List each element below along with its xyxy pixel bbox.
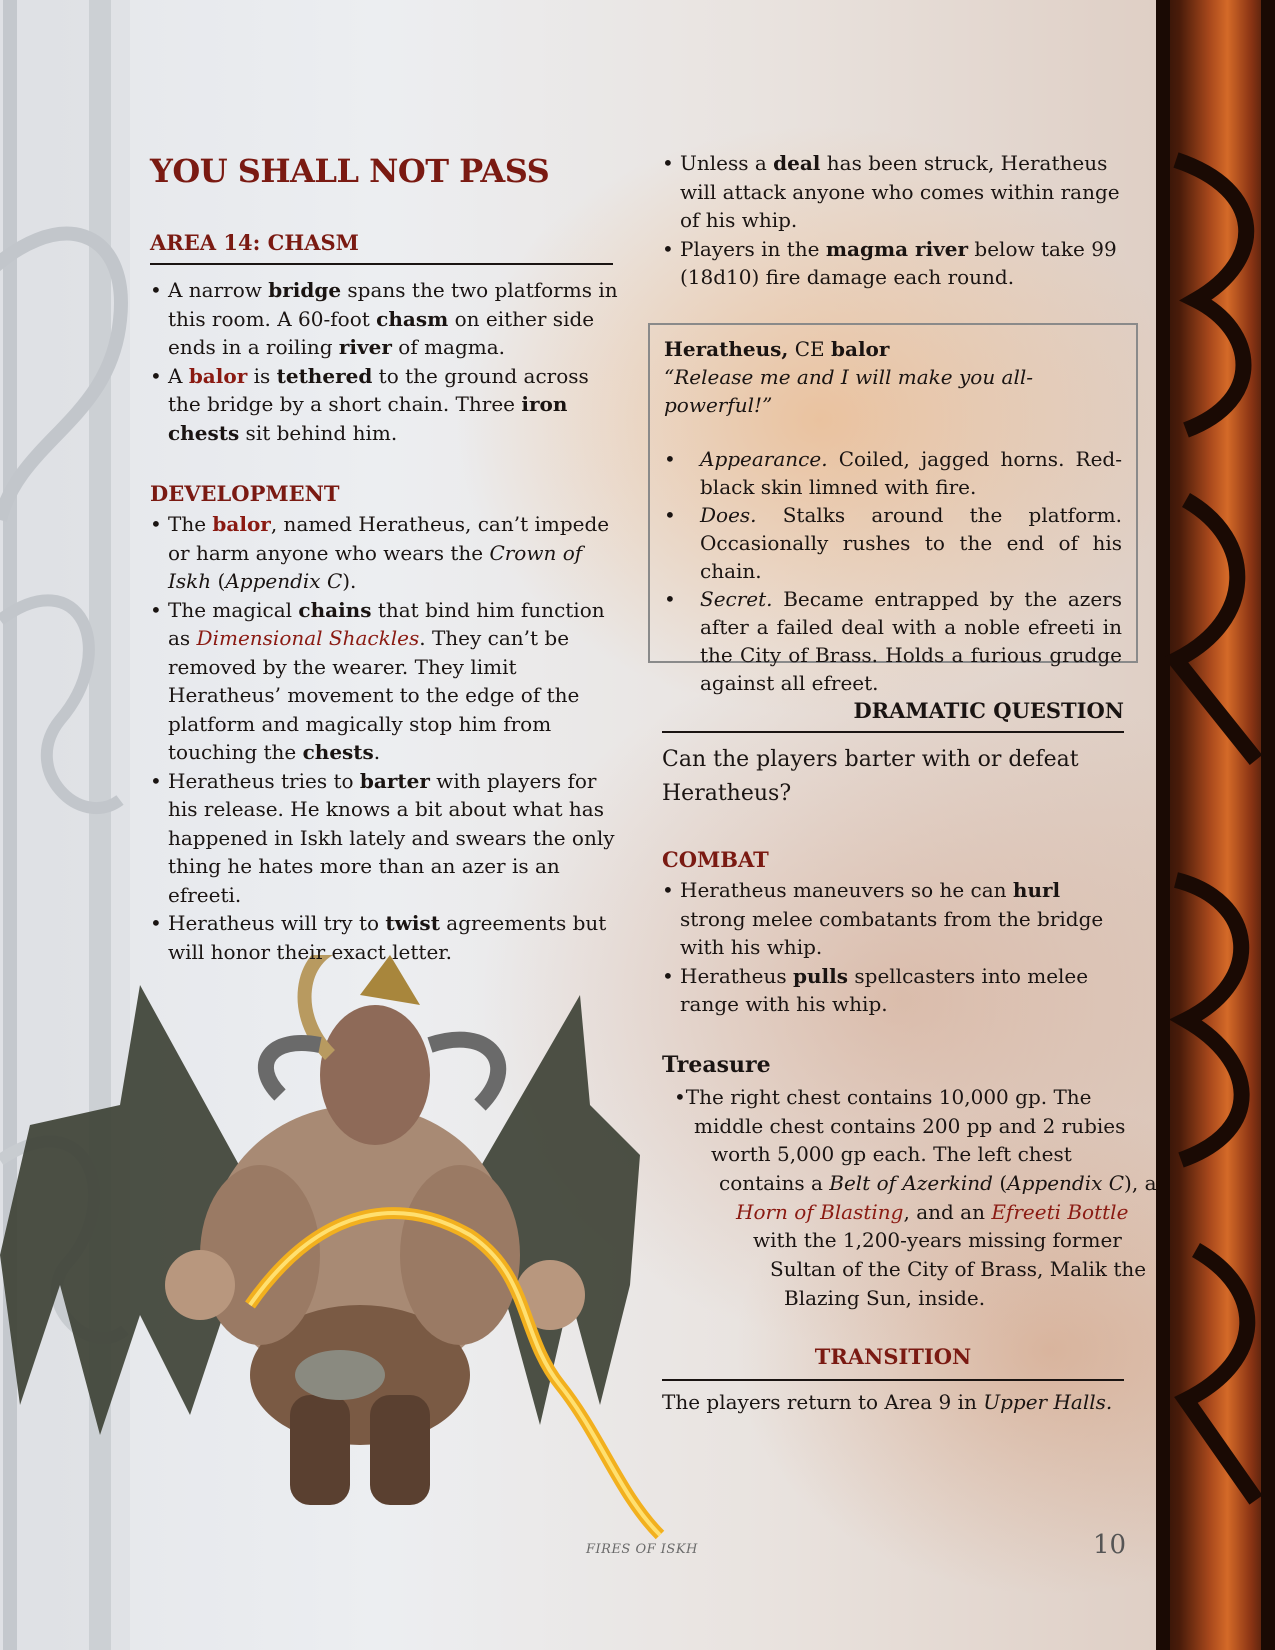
dramatic-question-heading: DRAMATIC QUESTION [662, 698, 1124, 733]
list-item: • A narrow bridge spans the two platforms in this room. A 60-foot chasm on either side ends in a roiling river of magma. [150, 276, 620, 362]
treasure-line: worth 5,000 gp each. The left chest [711, 1142, 1072, 1166]
list-item: • Appearance. Coiled, jagged horns. Red-black skin limned with fire. [664, 445, 1122, 501]
treasure-line: middle chest contains 200 pp and 2 rubies [694, 1114, 1126, 1138]
efreeti-bottle-link[interactable]: Efreeti Bottle [991, 1200, 1129, 1224]
area-heading: AREA 14: CHASM [150, 230, 613, 265]
combat-bullets [662, 876, 1122, 1019]
right-border [1156, 0, 1275, 1650]
dramatic-question-text: Can the players barter with or defeat Heratheus? [662, 747, 1079, 806]
horn-of-blasting-link[interactable]: Horn of Blasting [736, 1200, 904, 1224]
list-item: • Players in the magma river below take 99 (18d10) fire damage each round. [662, 235, 1132, 292]
statblock-traits [664, 445, 1122, 697]
development-heading: DEVELOPMENT [150, 481, 340, 506]
treasure-line: contains a Belt of Azerkind (Appendix C), a [719, 1171, 1157, 1195]
list-item: • Heratheus pulls spellcasters into melee range with his whip. [662, 962, 1122, 1019]
treasure-line: Blazing Sun, inside. [784, 1286, 986, 1310]
dimensional-shackles-link[interactable]: Dimensional Shackles [196, 626, 420, 650]
area-bullets [150, 276, 620, 447]
list-item: • Unless a deal has been struck, Heratheus will attack anyone who comes within range of his whip. [662, 149, 1132, 235]
list-item: • Secret. Became entrapped by the azers after a failed deal with a noble efreeti in the City of Brass. Holds a furious grudge against all efreet. [664, 585, 1122, 697]
statblock-box [648, 323, 1138, 695]
list-item: • Does. Stalks around the platform. Occasionally rushes to the end of his chain. [664, 501, 1122, 585]
list-item: • Heratheus will try to twist agreements but will honor their exact letter. [150, 909, 620, 966]
statblock-quote: “Release me and I will make you all-powerful!” [664, 365, 1034, 417]
treasure-line: Sultan of the City of Brass, Malik the [770, 1257, 1147, 1281]
list-item: • The balor, named Heratheus, can’t impede or harm anyone who wears the Crown of Iskh (Appendix C). [150, 510, 620, 596]
balor-illustration [0, 955, 700, 1555]
treasure-line: Horn of Blasting, and an Efreeti Bottle [736, 1200, 1129, 1224]
statblock-title: Heratheus, CE balor [664, 337, 890, 361]
page-title: YOU SHALL NOT PASS [150, 152, 550, 190]
transition-heading: TRANSITION [662, 1344, 1124, 1381]
list-item: • Heratheus maneuvers so he can hurl strong melee combatants from the bridge with his whip. [662, 876, 1122, 962]
page-number: 10 [1093, 1530, 1127, 1560]
treasure-line: •The right chest contains 10,000 gp. The [674, 1085, 1092, 1109]
transition-text: The players return to Area 9 in Upper Halls. [662, 1390, 1113, 1414]
treasure-line: with the 1,200-years missing former [753, 1228, 1122, 1252]
list-item: • The magical chains that bind him function as Dimensional Shackles. They can’t be removed by the wearer. They limit Heratheus’ movement to the edge of the platform and magically stop him from touching the chests. [150, 596, 620, 767]
list-item: • A balor is tethered to the ground across the bridge by a short chain. Three iron chests sit behind him. [150, 362, 620, 448]
development-bullets [150, 510, 620, 966]
treasure-heading: Treasure [662, 1052, 771, 1078]
list-item: • Heratheus tries to barter with players for his release. He knows a bit about what has happened in Iskh lately and swears the only thing he hates more than an azer is an efreeti. [150, 767, 620, 910]
footer-title: FIRES OF ISKH [586, 1542, 698, 1557]
combat-heading: COMBAT [662, 847, 769, 872]
right-top-bullets [662, 149, 1132, 292]
